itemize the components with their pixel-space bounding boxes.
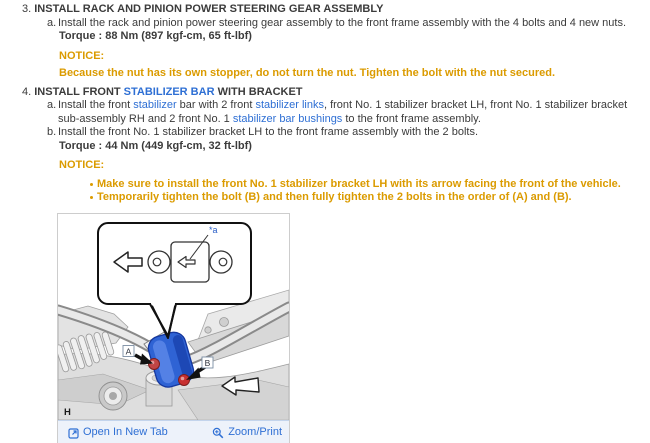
step-4-notice-label: NOTICE: <box>59 159 105 171</box>
bolt-b-label <box>202 357 213 368</box>
open-in-new-tab-link[interactable] <box>68 426 168 440</box>
step-4-substep-b <box>0 126 645 140</box>
stabilizer-bar-bushings-link[interactable]: stabilizer bar bushings <box>232 112 343 125</box>
substep-text <box>58 99 645 126</box>
zoom-print-link[interactable] <box>212 426 282 440</box>
step-4-title <box>0 86 650 100</box>
substep-text: Install the rack and pinion power steering gear assembly to the front frame assembly with the 4 bolts and 4 new nuts. <box>58 16 627 29</box>
step-3-title <box>0 3 650 17</box>
notice-bullet: Make sure to install the front No. 1 stabilizer bracket LH with its arrow facing the front of the vehicle. <box>90 178 650 192</box>
substep-text: Install the front No. 1 stabilizer bracket LH to the front frame assembly with the 2 bolts. <box>58 126 479 138</box>
callout-label: *a <box>209 224 218 235</box>
stabilizer-links-link[interactable]: stabilizer links <box>255 99 324 111</box>
text-segment: to the front frame assembly. <box>342 112 481 125</box>
figure-illustration[interactable] <box>58 214 289 420</box>
zoom-print-label: Zoom/Print <box>228 426 282 439</box>
step-3-title-text: INSTALL RACK AND PINION POWER STEERING GEAR ASSEMBLY <box>34 3 384 15</box>
step-4-title-post: WITH BRACKET <box>214 85 303 98</box>
figure-corner-label: H <box>64 406 71 418</box>
step-4-torque: Torque : 44 Nm (449 kgf-cm, 32 ft-lbf) <box>59 139 252 152</box>
open-in-new-tab-label: Open In New Tab <box>83 426 168 439</box>
step-3-number: 3. <box>22 3 32 15</box>
step-4-substep-a <box>0 99 645 126</box>
substep-letter: a. <box>47 16 57 29</box>
svg-text:B: B <box>204 357 211 368</box>
bolt-a-label <box>123 345 134 356</box>
open-in-new-icon <box>68 428 79 439</box>
step-4-notice-bullets <box>90 178 650 205</box>
stabilizer-link[interactable]: stabilizer <box>133 99 177 111</box>
step-3 <box>0 3 650 81</box>
step-4-title-pre: INSTALL FRONT <box>34 85 124 98</box>
step-3-substep-a <box>0 17 645 31</box>
figure-footer <box>58 420 289 443</box>
magnifier-plus-icon <box>212 427 224 439</box>
bolt-a-art <box>149 358 160 369</box>
substep-letter: b. <box>47 126 57 138</box>
step-3-notice-label: NOTICE: <box>59 49 105 62</box>
stabilizer-bracket-figure <box>57 213 290 443</box>
stabilizer-bar-link[interactable]: STABILIZER BAR <box>123 85 215 98</box>
step-4-number: 4. <box>22 85 32 98</box>
svg-text:A: A <box>125 345 132 356</box>
substep-letter: a. <box>47 99 57 111</box>
step-4 <box>0 86 650 205</box>
text-segment: Install the front <box>58 99 134 111</box>
step-3-torque: Torque : 88 Nm (897 kgf-cm, 65 ft-lbf) <box>59 30 252 42</box>
notice-bullet: Temporarily tighten the bolt (B) and then fully tighten the 2 bolts in the order of (A) and (B). <box>90 191 650 205</box>
text-segment: , front No. 1 stabilizer bracket LH, front No. 1 stabilizer bracket sub-assembly RH and 2 front No. 1 <box>58 99 628 125</box>
text-segment: bar with 2 front <box>176 99 256 111</box>
bolt-b-art <box>179 374 190 385</box>
step-3-notice-text: Because the nut has its own stopper, do not turn the nut. Tighten the bolt with the nut secured. <box>59 67 556 79</box>
